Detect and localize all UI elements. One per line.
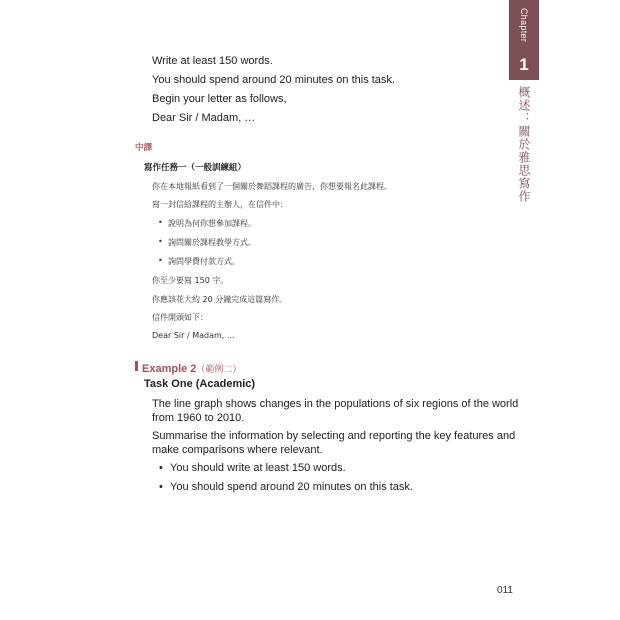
translation-line: 你在本地報紙看到了一個關於舞蹈課程的廣告，你想要報名此課程。	[152, 182, 392, 191]
chapter-number: 1	[519, 55, 529, 74]
task-line: You should spend around 20 minutes on this task.	[152, 74, 395, 86]
translation-line: 信件開頭如下：	[152, 313, 208, 322]
task-line: Dear Sir / Madam, …	[152, 112, 256, 124]
bullet-icon: •	[158, 256, 163, 265]
paragraph-line: make comparisons where relevant.	[152, 444, 323, 456]
bullet-icon: •	[158, 237, 163, 246]
bullet-icon: •	[159, 462, 163, 474]
chapter-label: Chapter	[519, 8, 529, 43]
example-bullet: You should write at least 150 words.	[170, 462, 346, 474]
example-bullet: You should spend around 20 minutes on this task.	[170, 481, 413, 493]
bullet-icon: •	[158, 218, 163, 227]
translation-bullet: 詢問關於課程教學方式。	[168, 238, 256, 247]
page-number: 011	[497, 585, 513, 596]
translation-line: 你至少要寫 150 字。	[152, 276, 229, 285]
paragraph-line: from 1960 to 2010.	[152, 412, 245, 424]
task-line: Write at least 150 words.	[152, 55, 273, 67]
example-heading	[142, 359, 241, 377]
translation-bullet: 詢問學費付款方式。	[168, 257, 240, 266]
translation-line: 你應該花大約 20 分鐘完成這篇寫作。	[152, 295, 288, 304]
translation-label: 中譯	[135, 143, 153, 153]
example-title-zh: （範例二）	[196, 365, 242, 375]
bullet-icon: •	[159, 481, 163, 493]
translation-line: 寫一封信給課程的主辦人，在信件中：	[152, 200, 288, 209]
paragraph-line: Summarise the information by selecting and reporting the key features and	[152, 430, 516, 442]
translation-heading: 寫作任務一（一般訓練組）	[144, 163, 247, 173]
chapter-title: 概述：關於雅思寫作	[517, 86, 531, 203]
translation-bullet: 說明為何你想參加課程。	[168, 219, 256, 228]
translation-line: Dear Sir / Madam, ...	[152, 331, 235, 340]
paragraph-line: The line graph shows changes in the populations of six regions of the world	[152, 398, 519, 410]
chapter-tab	[509, 0, 539, 80]
example-title: Example 2	[142, 363, 197, 375]
section-marker	[135, 361, 138, 371]
task-line: Begin your letter as follows,	[152, 93, 287, 105]
task-title: Task One (Academic)	[144, 378, 256, 390]
